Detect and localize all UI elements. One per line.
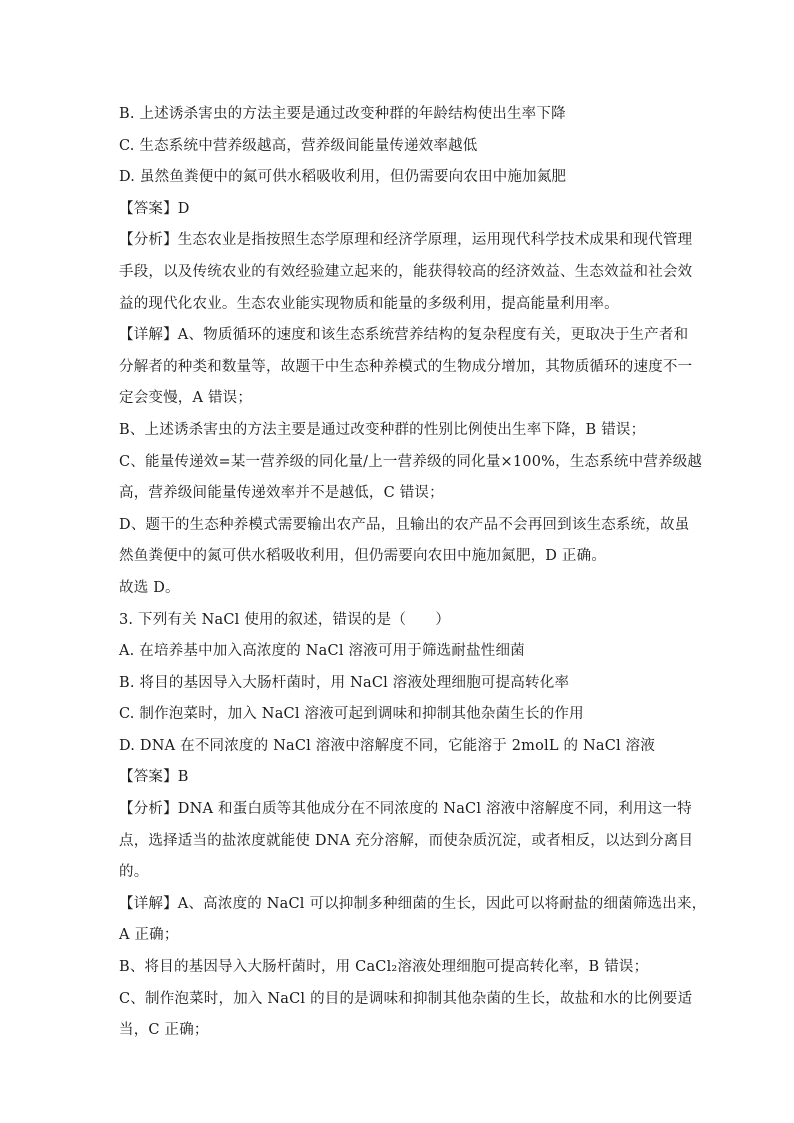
question-stem: 3. 下列有关 NaCl 使用的叙述，错误的是（ ） (119, 611, 451, 628)
analysis-line: 【分析】DNA 和蛋白质等其他成分在不同浓度的 NaCl 溶液中溶解度不同，利用这一特 (119, 801, 692, 818)
explanation-line: 当，C 正确； (119, 1022, 209, 1039)
option-c-line: C. 制作泡菜时，加入 NaCl 溶液可起到调味和抑制其他杂菌生长的作用 (119, 706, 584, 723)
option-d-line: D. 虽然鱼粪便中的氮可供水稻吸收利用，但仍需要向农田中施加氮肥 (119, 169, 567, 186)
explanation-line: C、能量传递效=某一营养级的同化量/上一营养级的同化量×100%，生态系统中营养级越 (119, 453, 703, 470)
analysis-line: 手段，以及传统农业的有效经验建立起来的，能获得较高的经济效益、生态效益和社会效 (119, 263, 693, 280)
explanation-line: B、将目的基因导入大肠杆菌时，用 CaCl₂溶液处理细胞可提高转化率，B 错误； (119, 959, 649, 976)
explanation-line: C、制作泡菜时，加入 NaCl 的目的是调味和抑制其他杂菌的生长，故盐和水的比例要适 (119, 990, 693, 1007)
analysis-line: 的。 (119, 864, 149, 881)
option-a-line: A. 在培养基中加入高浓度的 NaCl 溶液可用于筛选耐盐性细菌 (119, 643, 525, 660)
answer-line: 【答案】B (119, 769, 189, 786)
explanation-line: 分解者的种类和数量等，故题干中生态种养模式的生物成分增加，其物质循环的速度不一 (119, 358, 693, 375)
explanation-line: D、题干的生态种养模式需要输出农产品，且输出的农产品不会再回到该生态系统，故虽 (119, 516, 690, 533)
explanation-line: 【详解】A、高浓度的 NaCl 可以抑制多种细菌的生长，因此可以将耐盐的细菌筛选出来， (119, 895, 707, 912)
document-body (119, 99, 707, 1047)
analysis-line: 点，选择适当的盐浓度就能使 DNA 充分溶解，而使杂质沉淀，或者相反，以达到分离目 (119, 832, 694, 849)
explanation-line: A 正确； (119, 927, 179, 944)
answer-line: 【答案】D (119, 200, 190, 217)
explanation-line: B、上述诱杀害虫的方法主要是通过改变种群的性别比例使出生率下降，B 错误； (119, 421, 646, 438)
option-b-line: B. 将目的基因导入大肠杆菌时，用 NaCl 溶液处理细胞可提高转化率 (119, 674, 570, 691)
explanation-line: 然鱼粪便中的氮可供水稻吸收利用，但仍需要向农田中施加氮肥，D 正确。 (119, 548, 607, 565)
explanation-line: 【详解】A、物质循环的速度和该生态系统营养结构的复杂程度有关，更取决于生产者和 (119, 327, 689, 344)
explanation-line: 定会变慢，A 错误； (119, 390, 253, 407)
conclusion-line: 故选 D。 (119, 579, 180, 596)
analysis-line: 益的现代化农业。生态农业能实现物质和能量的多级利用，提高能量利用率。 (119, 295, 619, 312)
option-d-line: D. DNA 在不同浓度的 NaCl 溶液中溶解度不同，它能溶于 2molL 的 NaCl 溶液 (119, 737, 656, 754)
option-b-line: B. 上述诱杀害虫的方法主要是通过改变种群的年龄结构使出生率下降 (119, 106, 566, 122)
analysis-line: 【分析】生态农业是指按照生态学原理和经济学原理，运用现代科学技术成果和现代管理 (119, 232, 693, 249)
option-c-line: C. 生态系统中营养级越高，营养级间能量传递效率越低 (119, 137, 478, 154)
explanation-line: 高，营养级间能量传递效率并不是越低，C 错误； (119, 485, 444, 502)
